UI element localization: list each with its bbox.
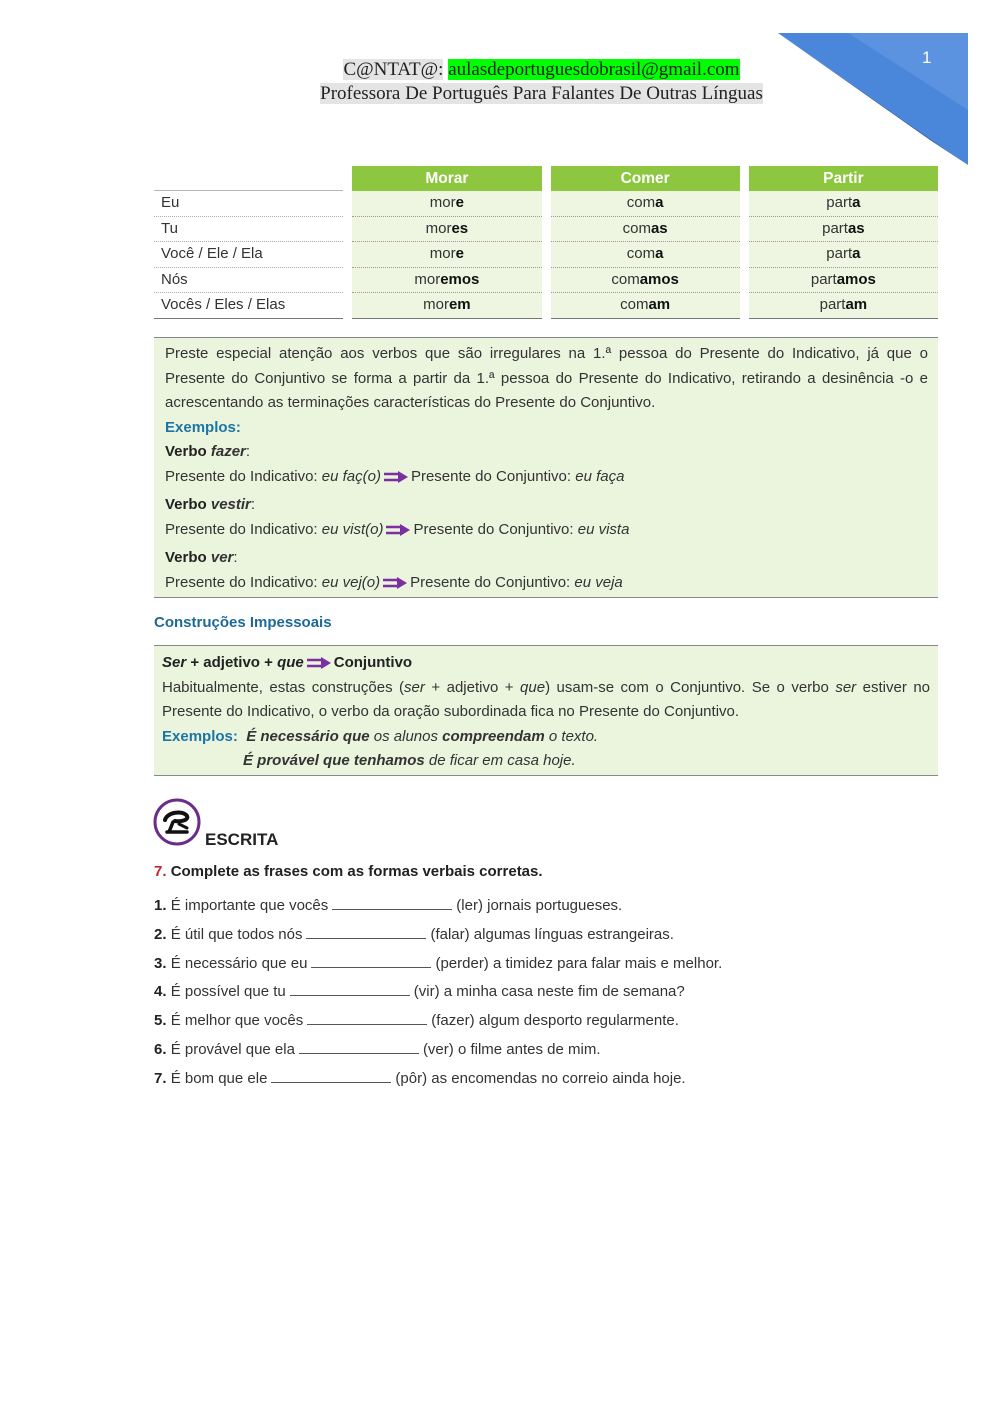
table-row: [154, 191, 938, 217]
table-row: [154, 268, 938, 294]
example-line: Presente do Indicativo: eu vist(o) Presente do Conjuntivo: eu vista: [165, 520, 630, 538]
arrow-right-icon: [383, 470, 409, 484]
impersonal-example: Exemplos: É necessário que os alunos compreendam o texto.: [162, 727, 599, 745]
person-cell: Tu: [154, 217, 343, 243]
arrow-right-icon: [306, 656, 332, 670]
answer-blank[interactable]: [307, 1010, 427, 1025]
arrow-right-icon: [385, 523, 411, 537]
answer-blank[interactable]: [332, 895, 452, 910]
column-header: Comer: [551, 166, 740, 191]
verb-form-cell: comamos: [551, 268, 740, 294]
answer-blank[interactable]: [306, 924, 426, 939]
page-header: [0, 58, 1000, 106]
impersonal-explanation: Habitualmente, estas construções (ser + adjetivo + que) usam-se com o Conjuntivo. Se o verbo ser estiver no Presente do Indicativo, o verbo da oração subordinada fica no Presente do Conjuntivo.: [162, 678, 931, 720]
section-title: Construções Impessoais: [154, 614, 332, 631]
verb-form-cell: coma: [551, 242, 740, 268]
impersonal-example: É provável que tenhamos de ficar em casa hoje.: [243, 752, 576, 769]
note-box: [154, 337, 938, 598]
verb-form-cell: partas: [749, 217, 938, 243]
rule-line: Ser + adjetivo + que Conjuntivo: [162, 654, 413, 671]
verb-form-cell: mores: [352, 217, 541, 243]
example-verb: Verbo fazer:: [165, 443, 251, 460]
verb-form-cell: comam: [551, 293, 740, 319]
impersonal-box: [154, 645, 938, 776]
list-item: 5. É melhor que vocês (fazer) algum desporto regularmente.: [154, 1012, 679, 1030]
list-item: 6. É provável que ela (ver) o filme antes de mim.: [154, 1040, 601, 1058]
answer-blank[interactable]: [311, 953, 431, 968]
table-row: [154, 293, 938, 319]
examples-title: Exemplos:: [165, 418, 241, 436]
list-item: 7. É bom que ele (pôr) as encomendas no correio ainda hoje.: [154, 1069, 686, 1087]
header-subtitle: Professora De Português Para Falantes De Outras Línguas: [320, 83, 763, 104]
verb-form-cell: more: [352, 242, 541, 268]
answer-blank[interactable]: [290, 981, 410, 996]
verb-form-cell: comas: [551, 217, 740, 243]
contact-label: C@NTAT@:: [343, 59, 444, 80]
verb-form-cell: partam: [749, 293, 938, 319]
person-cell: Vocês / Eles / Elas: [154, 293, 343, 319]
conjugation-table: [154, 166, 938, 319]
list-item: 1. É importante que vocês (ler) jornais portugueses.: [154, 897, 623, 914]
table-row: [154, 242, 938, 268]
page-number: 1: [922, 48, 932, 67]
answer-blank[interactable]: [299, 1039, 419, 1054]
table-header-row: [154, 166, 938, 191]
table-row: [154, 217, 938, 243]
person-cell: Você / Ele / Ela: [154, 242, 343, 268]
list-item: 4. É possível que tu (vir) a minha casa neste fim de semana?: [154, 983, 685, 1001]
exercise-instruction: 7. Complete as frases com as formas verbais corretas.: [154, 863, 543, 880]
verb-form-cell: more: [352, 191, 541, 217]
answer-blank[interactable]: [271, 1068, 391, 1083]
column-header: Morar: [352, 166, 541, 191]
arrow-right-icon: [382, 576, 408, 590]
person-cell: Nós: [154, 268, 343, 294]
table-header-empty: [154, 166, 343, 191]
example-verb: Verbo ver:: [165, 549, 238, 566]
person-cell: Eu: [154, 191, 343, 217]
contact-email[interactable]: aulasdeportuguesdobrasil@gmail.com: [448, 59, 740, 80]
note-intro: Preste especial atenção aos verbos que são irregulares na 1.ª pessoa do Presente do Indicativo, já que o Presente do Conjuntivo se forma a partir da 1.ª pessoa do Presente do Indicativo, retirando a desinência -o e acrescentando as terminações características do Presente do Conjuntivo.: [165, 345, 928, 411]
column-header: Partir: [749, 166, 938, 191]
exercise-list: [154, 895, 722, 1097]
list-item: 3. É necessário que eu (perder) a timidez para falar mais e melhor.: [154, 954, 723, 972]
verb-form-cell: moremos: [352, 268, 541, 294]
example-verb: Verbo vestir:: [165, 496, 256, 513]
example-line: Presente do Indicativo: eu faç(o) Presente do Conjuntivo: eu faça: [165, 467, 625, 485]
verb-form-cell: parta: [749, 242, 938, 268]
escrita-label: ESCRITA: [205, 830, 279, 849]
example-line: Presente do Indicativo: eu vej(o) Presente do Conjuntivo: eu veja: [165, 573, 623, 591]
verb-form-cell: partamos: [749, 268, 938, 294]
verb-form-cell: coma: [551, 191, 740, 217]
list-item: 2. É útil que todos nós (falar) algumas línguas estrangeiras.: [154, 925, 674, 943]
writing-icon: [153, 798, 201, 846]
verb-form-cell: parta: [749, 191, 938, 217]
verb-form-cell: morem: [352, 293, 541, 319]
